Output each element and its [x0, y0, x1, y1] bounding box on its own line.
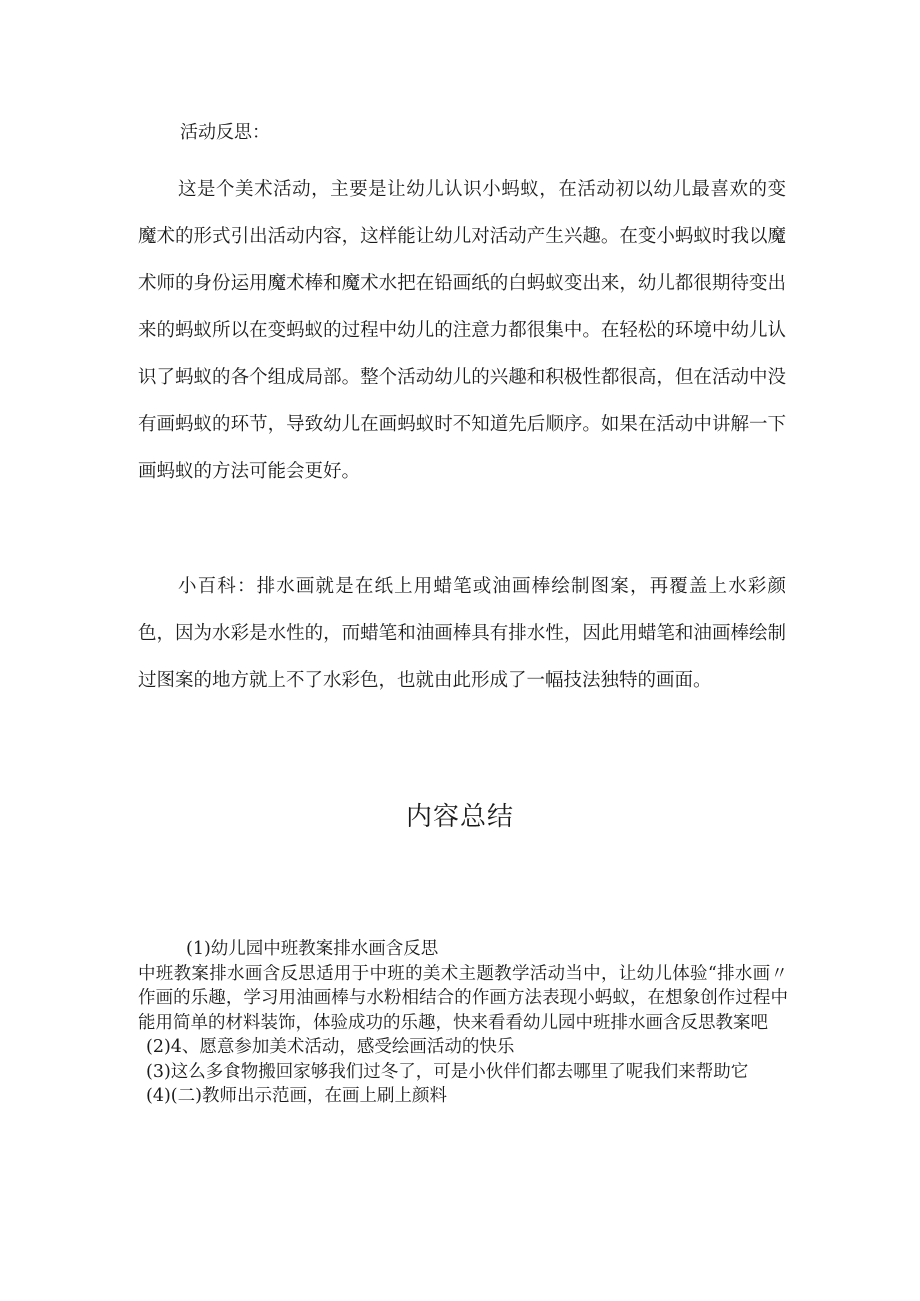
summary-item-3: (3)这么多食物搬回家够我们过冬了，可是小伙伴们都去哪里了呢我们来帮助它 — [146, 1061, 749, 1082]
summary-item-1-title: (1)幼儿园中班教案排水画含反思 — [186, 939, 439, 959]
encyclopedia-paragraph: 小百科：排水画就是在纸上用蜡笔或油画棒绘制图案，再覆盖上水彩颜色，因为水彩是水性的，而蜡笔和油画棒具有排水性，因此用蜡笔和油画棒绘制过图案的地方就上不了水彩色，也就由此形成了一幅技法独特的画面。 — [138, 576, 786, 691]
summary-list — [138, 937, 788, 1109]
reflection-paragraph: 这是个美术活动，主要是让幼儿认识小蚂蚁，在活动初以幼儿最喜欢的变魔术的形式引出活动内容，这样能让幼儿对活动产生兴趣。在变小蚂蚁时我以魔术师的身份运用魔术棒和魔术水把在铅画纸的白蚂蚁变出来，幼儿都很期待变出来的蚂蚁所以在变蚂蚁的过程中幼儿的注意力都很集中。在轻松的环境中幼儿认识了蚂蚁的各个组成局部。整个活动幼儿的兴趣和积极性都很高，但在活动中没有画蚂蚁的环节，导致幼儿在画蚂蚁时不知道先后顺序。如果在活动中讲解一下画蚂蚁的方法可能会更好。 — [138, 179, 786, 482]
summary-item-4: (4)(二)教师出示范画，在画上刷上颜料 — [146, 1086, 447, 1106]
summary-heading: 内容总结 — [405, 802, 514, 832]
summary-item-1-description: 中班教案排水画含反思适用于中班的美术主题教学活动当中，让幼儿体验“排水画〃作画的乐趣，学习用油画棒与水粉相结合的作画方法表现小蚂蚁，在想象创作过程中能用简单的材料装饰，体验成功的乐趣，快来看看幼儿园中班排水画含反思教案吧 — [138, 963, 788, 1033]
summary-item-2: (2)4、愿意参加美术活动，感受绘画活动的快乐 — [146, 1037, 515, 1057]
reflection-label: 活动反思： — [180, 122, 270, 143]
